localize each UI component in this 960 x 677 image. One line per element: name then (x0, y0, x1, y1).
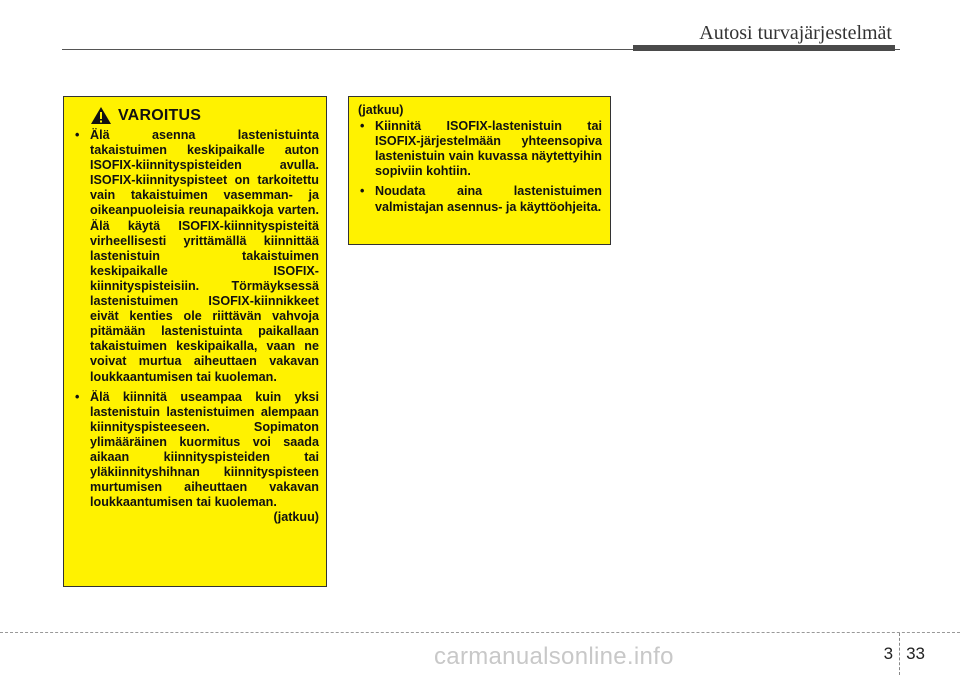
watermark: carmanualsonline.info (434, 643, 674, 670)
warning-bullet: • Älä asenna lastenistuinta takaistuimen keskipaikalle auton ISOFIX-kiinnityspisteiden avulla. ISOFIX-kiinnityspisteet on tarkoitettu vain takaistuimen vasemman- ja oikeanpuoleisia reunapaikkoja varten. Älä käytä ISOFIX-kiinnityspisteitä virheellisesti yrittämällä kiinnittää lastenistuin takaistuimen keskipaikalle ISOFIX-kiinnityspisteisiin. Törmäyksessä lastenistuimen ISOFIX-kiinnikkeet eivät kenties ole riittävän vahvoja pitämään lastenistuinta paikallaan takaistuimen keskipaikalla, vaan ne voivat murtua aiheuttaen vakavan loukkaantumisen tai kuoleman. (75, 128, 319, 384)
continuation-bullet-text: Kiinnitä ISOFIX-lastenistuin tai ISOFIX-järjestelmään yhteensopiva lastenistuin vain kuvassa näytettyihin sopiviin kohtiin. (375, 119, 602, 179)
page-number-value: 33 (906, 644, 925, 663)
warning-triangle-icon (90, 106, 112, 125)
page-header-title: Autosi turvajärjestelmät (699, 22, 892, 44)
continuation-box (348, 96, 611, 245)
continuation-bullet-text: Noudata aina lastenistuimen valmistajan asennus- ja käyttöohjeita. (375, 184, 602, 214)
warning-box (63, 96, 327, 587)
page-number (884, 633, 925, 675)
continuation-bullet: • Noudata aina lastenistuimen valmistajan asennus- ja käyttöohjeita. (360, 184, 602, 214)
continuation-bullet: • Kiinnitä ISOFIX-lastenistuin tai ISOFIX-järjestelmään yhteensopiva lastenistuin vain kuvassa näytettyihin sopiviin kohtiin. (360, 119, 602, 179)
chapter-number: 3 (883, 644, 894, 663)
warning-bullet-text: Älä kiinnitä useampaa kuin yksi lastenistuin lastenistuimen alempaan kiinnityspisteeseen. Sopimaton ylimääräinen kuormitus voi saada aikaan kiinnityspisteiden tai yläkiinnityshihnan kiinnityspisteen murtumisen aiheuttaen vakavan loukkaantumisen tai kuoleman. (90, 389, 319, 510)
warning-bullet-text: Älä asenna lastenistuinta takaistuimen keskipaikalle auton ISOFIX-kiinnityspisteiden avulla. ISOFIX-kiinnityspisteet on tarkoitettu vain takaistuimen vasemman- ja oikeanpuoleisia reunapaikkoja varten. Älä käytä ISOFIX-kiinnityspisteitä virheellisesti yrittämällä kiinnittää lastenistuin takaistuimen keskipaikalle ISOFIX-kiinnityspisteisiin. Törmäyksessä lastenistuimen ISOFIX-kiinnikkeet eivät kenties ole riittävän vahvoja pitämään lastenistuinta paikallaan takaistuimen keskipaikalla, vaan ne voivat murtua aiheuttaen vakavan loukkaantumisen tai kuoleman. (90, 128, 319, 384)
warning-title: VAROITUS (118, 106, 202, 124)
continuation-heading: (jatkuu) (358, 103, 404, 117)
continued-label: (jatkuu) (273, 510, 319, 525)
warning-bullet: • Älä kiinnitä useampaa kuin yksi lastenistuin lastenistuimen alempaan kiinnityspisteeseen. Sopimaton ylimääräinen kuormitus voi saada aikaan kiinnityspisteiden tai yläkiinnityshihnan kiinnityspisteen murtumisen aiheuttaen vakavan loukkaantumisen tai kuoleman. (75, 389, 319, 510)
header-accent-bar (633, 45, 895, 51)
warning-header (90, 106, 319, 125)
footer-rule (0, 632, 960, 633)
